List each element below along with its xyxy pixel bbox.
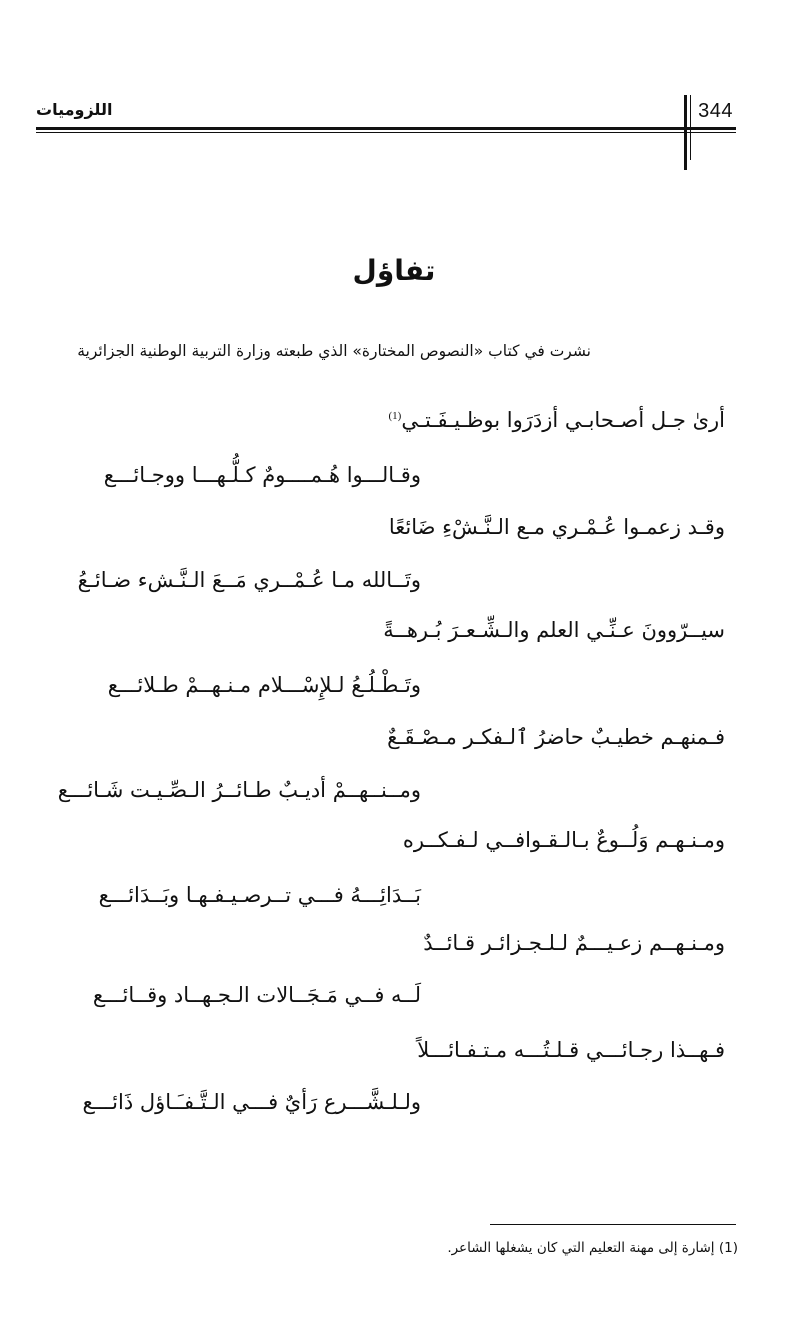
verse-4-second: ومــنــهــمْ أديـبٌ طـائــرُ الـصِّـيـت شَـائـــع	[57, 778, 421, 802]
verse-1-first	[388, 410, 725, 431]
verse-1-first-text: أرىٰ جـل أصـحابـي أزدَرَوا بوظـيـفَـتـي	[401, 408, 725, 432]
verse-3-first: سيــرّوونَ عـنِّـي العلم والـشِّـعـرَ بُـرهــةً	[383, 618, 725, 642]
footnote-rule	[490, 1224, 736, 1225]
verse-7-first: فـهــذا رجـائـــي قـلـتُـــه مـتـفـائـــلاً	[417, 1038, 725, 1062]
verse-2-second: وتَــالله مـا عُـمْــري مَــعَ الـنَّـشء ضـائـعُ	[77, 568, 421, 592]
verse-2-first: وقـد زعمـوا عُـمْـري مـع الـنَّـشْءِ ضَائعًا	[388, 515, 725, 539]
verse-6-first: ومـنـهــم زعـيـــمٌ لـلـجـزائـر قـائــدٌ	[423, 931, 725, 955]
footnote-marker: (1)	[388, 410, 402, 422]
verse-5-first: ومـنـهـم وَلُــوعٌ بـالـقـوافــي لـفـكــره	[402, 828, 725, 852]
poem-intro-note: نشرت في كتاب «النصوص المختارة» الذي طبعته وزارة التربية الوطنية الجزائرية	[77, 342, 591, 360]
footnote-text: (1) إشارة إلى مهنة التعليم التي كان يشغلها الشاعر.	[447, 1240, 738, 1256]
verse-7-second: ولـلـشَّـــرع رَأيٌ فـــي الـتَّـفـَـاؤل ذَائـــع	[82, 1090, 421, 1114]
verse-5-second: بَــدَائِـــهُ فـــي تــرصـيـفـهـا وبَــدَائـــع	[98, 883, 421, 907]
verse-4-first: فـمنهـم خطيـبٌ حاضرُ ٱلـفكـر مـصْـقَـعٌ	[387, 725, 725, 749]
verse-3-second: وتَـطْـلُـعُ لـلإِسْـــلام مـنـهــمْ طـلائـــع	[107, 673, 421, 697]
running-title: اللزوميات	[36, 100, 113, 119]
verse-6-second: لَــه فــي مَـجَــالات الـجـهــاد وقــائـــع	[92, 983, 421, 1007]
verse-1-second: وقـالـــوا هُـمــــومٌ كـلُّـهـــا ووجـائـــع	[103, 463, 421, 487]
poem-title: تفاؤل	[352, 254, 436, 287]
page-number: 344	[698, 100, 733, 122]
